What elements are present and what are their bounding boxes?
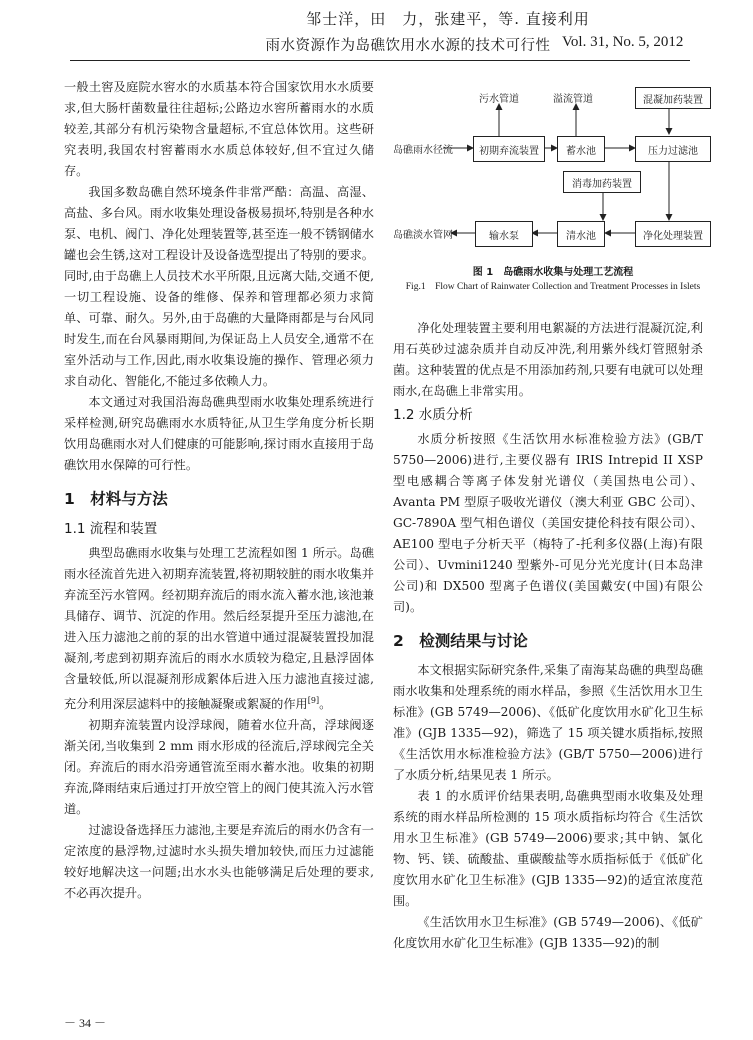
paragraph-standards: 《生活饮用水卫生标准》(GB 5749—2006)、《低矿化度饮用水矿化卫生标准》(GJB 1335—92)的制 — [393, 915, 703, 950]
paragraph-initial-discard: 初期弃流装置内设浮球阀，随着水位升高，浮球阀逐渐关闭,当收集到 2 mm 雨水形成的径流后,浮球阀完全关闭。弃流后的雨水沿旁通管流至雨水蓄水池。收集的初期弃流,降雨结束后通过打开放空管上的阀门使其流入污水管道。 — [64, 718, 374, 817]
node-storage-tank: 蓄水池 — [557, 136, 605, 162]
node-disinfection-dosing: 消毒加药装置 — [563, 171, 641, 193]
subsection-1-1-heading: 1.1 流程和装置 — [64, 521, 158, 537]
subsection-1-2-heading: 1.2 水质分析 — [393, 407, 473, 423]
paragraph-purification: 净化处理装置主要利用电絮凝的方法进行混凝沉淀,利用石英砂过滤杂质并自动反冲洗,利用紫外线灯管照射杀菌。这种装置的优点是不用添加药剂,只要有电就可以处理雨水,在岛礁上非常实用。 — [393, 321, 703, 398]
header-rule — [70, 60, 690, 61]
paragraph-aim: 本文通过对我国沿海岛礁典型雨水收集处理系统进行采样检测,研究岛礁雨水水质特征,从卫生学角度分析长期饮用岛礁雨水对人们健康的可能影响,探讨雨水直接用于岛礁饮用水保障的可行性。 — [64, 395, 374, 472]
node-overflow: 溢流管道 — [553, 94, 593, 105]
paragraph-filter: 过滤设备选择压力滤池,主要是弃流后的雨水仍含有一定浓度的悬浮物,过滤时水头损失增加较快,而压力过滤能较好地解决这一问题;出水水头也能够满足后处理的要求,不必再次提升。 — [64, 823, 374, 901]
paragraph-flow-text: 典型岛礁雨水收集与处理工艺流程如图 1 所示。岛礁雨水径流首先进入初期弃流装置,将初期较脏的雨水收集并弃流至污水管网。经初期弃流后的雨水流入蓄水池,该池兼具储存、调节、沉淀的作用。然后经泵提升至压力滤池,在进入压力滤池之前的泵的出水管道中通过混凝装置投加混凝剂,考虑到初期弃流后的雨水水质较为稳定,且悬浮固体含量较低,所以混凝剂形成絮体后进入压力滤池直接过滤,充分利用深层滤料中的接触凝聚或絮凝的作用 — [64, 546, 374, 712]
node-purification-unit: 净化处理装置 — [635, 221, 711, 247]
node-pressure-filter: 压力过滤池 — [635, 136, 711, 162]
paragraph-flow — [64, 543, 374, 715]
section-2-heading: 2 检测结果与讨论 — [393, 632, 528, 650]
node-clear-water-tank: 清水池 — [557, 221, 605, 247]
node-sewer: 污水管道 — [479, 94, 519, 105]
running-header-title: 雨水资源作为岛礁饮用水水源的技术可行性 — [265, 38, 551, 54]
paragraph-analysis: 水质分析按照《生活饮用水标准检验方法》(GB/T 5750—2006)进行,主要仪器有 IRIS Intrepid II XSP 型电感耦合等离子体发射光谱仪（美国热电公司）、Avanta PM 型原子吸收光谱仪（澳大利亚 GBC 公司）、GC-7890A 型气相色谱仪（美国安捷伦科技有限公司）、AE100 型电子分析天平（梅特了-托利多仪器(上海)有限公司）、Uvmini1240 型紫外-可见分光光度计(日本岛津公司)和 DX500 型离子色谱仪(美国戴安(中国)有限公司)。 — [393, 432, 703, 614]
intro-continuation: 一般土窖及庭院水窖水的水质基本符合国家饮用水水质要求,但大肠杆菌数量往往超标;公路边水窖所蓄雨水的水质较差,其部分有机污染物含量超标,不宜总体饮用。这些研究表明,我国农村窖蓄雨水水质总体较好,但不宜过久储存。 — [64, 80, 374, 178]
paragraph-table-evaluation: 表 1 的水质评价结果表明,岛礁典型雨水收集及处理系统的雨水样品所检测的 15 项水质指标均符合《生活饮用水卫生标准》(GB 5749—2006)要求;其中钠、氯化物、钙、镁、硫酸盐、重碳酸盐等水质指标低于《低矿化度饮用水矿化卫生标准》(GJB 1335—92)的适宜浓度范围。 — [393, 789, 703, 908]
node-runoff: 岛礁雨水径流 — [393, 145, 453, 156]
paragraph-environment: 我国多数岛礁自然环境条件非常严酷：高温、高湿、高盐、多台风。雨水收集处理设备极易损坏,特别是各种水泵、电机、阀门、净化处理装置等,甚至连一般不锈钢储水罐也会生锈,这对工程设计及设备选型提出了特别的要求。同时,由于岛礁上人员技术水平所限,且远离大陆,交通不便,一切工程设施、设备的维修、保养和管理都必须力求简单、可靠、耐久。另外,由于岛礁的大量降雨都是与台风同时发生,而在台风暴雨期间,为保证岛上人员安全,通常不在室外活动与工作,因此,雨水收集设施的操作、管理必须力求自动化、智能化,不能过多依赖人力。 — [64, 185, 374, 388]
running-header-volume: Vol. 31, No. 5, 2012 — [562, 34, 684, 50]
figure-1-flowchart — [393, 74, 713, 314]
page-number: － 34 － — [64, 1016, 107, 1030]
node-coagulant-dosing: 混凝加药装置 — [635, 87, 711, 109]
figure-caption-en: Fig.1 Flow Chart of Rainwater Collection and Treatment Processes in Islets — [405, 282, 701, 292]
citation-9: [9] — [307, 696, 320, 705]
figure-caption-cn: 图 1 岛礁雨水收集与处理工艺流程 — [472, 267, 634, 278]
paragraph-results: 本文根据实际研究条件,采集了南海某岛礁的典型岛礁雨水收集和处理系统的雨水样品，参照《生活饮用水卫生标准》(GB 5749—2006)、《低矿化度饮用水矿化卫生标准》(GJB 1335—92)，筛选了 15 项关键水质指标,按照《生活饮用水标准检验方法》(GB/T 5750—2006)进行了水质分析,结果见表 1 所示。 — [393, 663, 703, 782]
node-initial-discard: 初期弃流装置 — [473, 136, 545, 162]
left-column — [64, 77, 374, 904]
paragraph-flow-end: 。 — [319, 697, 332, 712]
node-delivery-pump: 输水泵 — [475, 221, 533, 247]
right-column — [393, 318, 703, 954]
running-header-authors: 邹士洋，田 力，张建平，等. 直接利用 — [306, 10, 590, 28]
section-1-heading: 1 材料与方法 — [64, 490, 168, 508]
node-freshwater-network: 岛礁淡水管网 — [393, 230, 453, 241]
